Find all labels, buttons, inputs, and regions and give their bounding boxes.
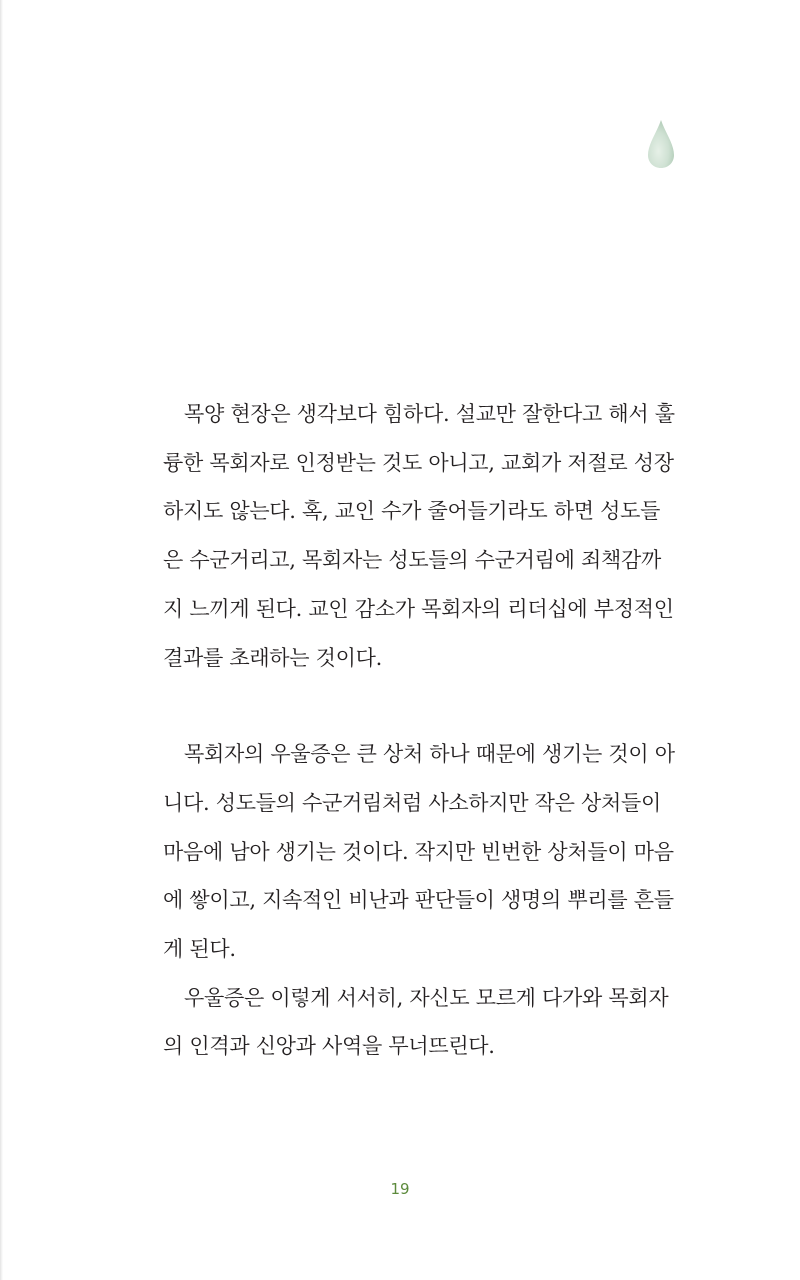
text-line: 우울증은 이렇게 서서히, 자신도 모르게 다가와 목회자 <box>184 985 669 1010</box>
body-text <box>163 390 683 1071</box>
water-drop-icon <box>646 118 676 170</box>
text-line: 목양 현장은 생각보다 힘하다. 설교만 잘한다고 해서 훌 <box>184 402 675 426</box>
paragraph-2 <box>163 730 683 974</box>
paragraph-1 <box>163 390 683 682</box>
text-line: 의 인격과 신앙과 사역을 무너뜨린다. <box>163 1034 495 1059</box>
text-line: 지 느끼게 된다. 교인 감소가 목회자의 리더십에 부정적인 <box>163 596 674 621</box>
text-line: 게 된다. <box>163 937 236 962</box>
paragraph-3 <box>163 974 683 1071</box>
text-line: 에 쌓이고, 지속적인 비난과 판단들이 생명의 뿌리를 흔들 <box>163 888 674 913</box>
text-line: 목회자의 우울증은 큰 상처 하나 때문에 생기는 것이 아 <box>184 742 675 767</box>
page-edge-shadow <box>0 0 3 1280</box>
text-line: 마음에 남아 생기는 것이다. 작지만 빈번한 상처들이 마음 <box>163 839 674 864</box>
text-line: 니다. 성도들의 수군거림처럼 사소하지만 작은 상처들이 <box>163 790 661 815</box>
text-line: 은 수군거리고, 목회자는 성도들의 수군거림에 죄책감까 <box>163 548 661 573</box>
text-line: 하지도 않는다. 혹, 교인 수가 줄어들기라도 하면 성도들 <box>163 499 661 524</box>
paragraph-gap <box>163 682 683 730</box>
text-line: 결과를 초래하는 것이다. <box>163 645 382 670</box>
text-line: 륭한 목회자로 인정받는 것도 아니고, 교회가 저절로 성장 <box>163 450 674 475</box>
page-number: 19 <box>390 1180 410 1198</box>
